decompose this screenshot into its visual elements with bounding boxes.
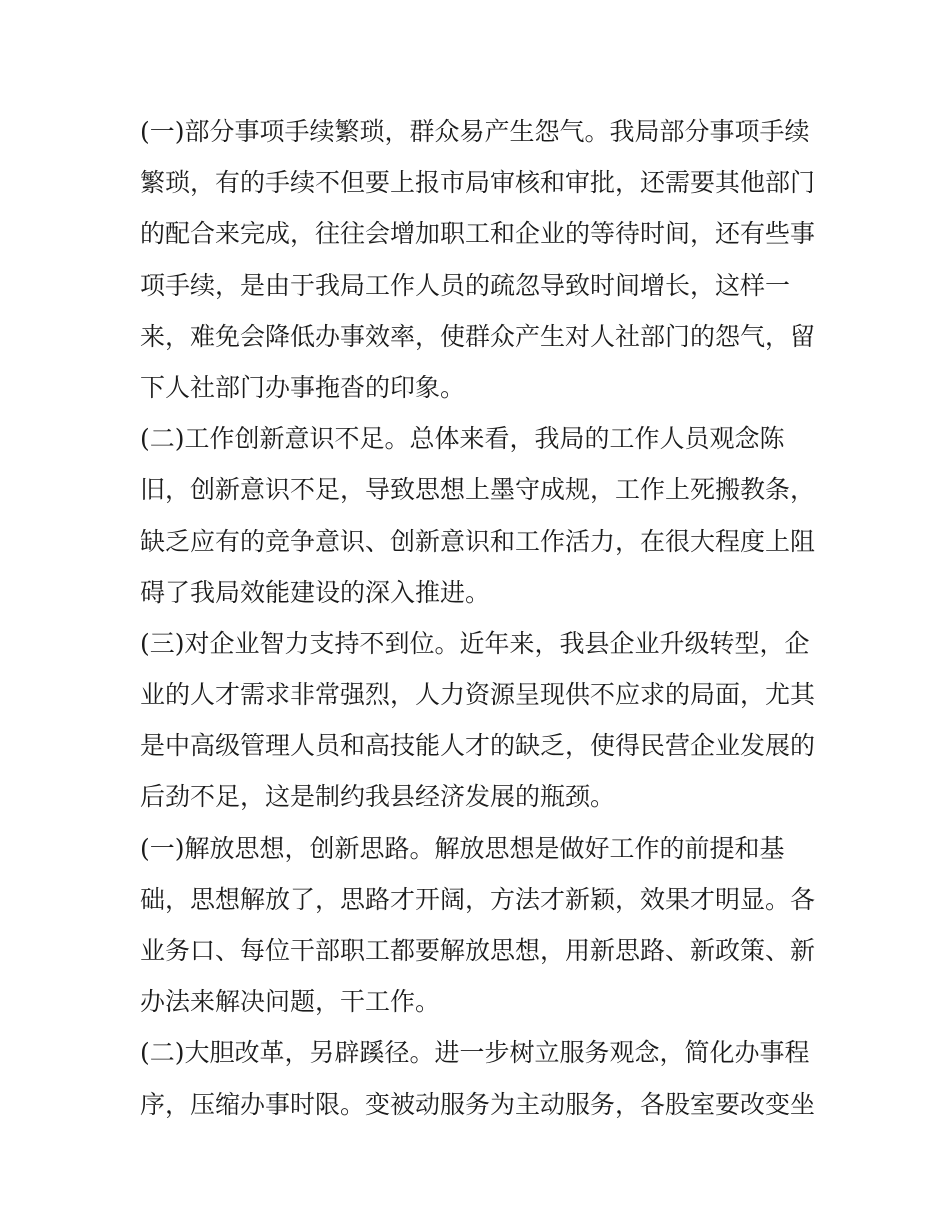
text-line: 业务口、每位干部职工都要解放思想，用新思路、新政策、新 [140,936,816,965]
text-line: 础，思想解放了，思路才开阔，方法才新颖，效果才明显。各 [140,884,816,914]
text-line: (二)工作创新意识不足。总体来看，我局的工作人员观念陈 [140,424,785,454]
text-line: (二)大胆改革，另辟蹊径。进一步树立服务观念，简化办事程 [140,1038,810,1068]
text-line: 缺乏应有的竞争意识、创新意识和工作活力，在很大程度上阻 [140,526,816,556]
text-line: 业的人才需求非常强烈，人力资源呈现供不应求的局面，尤其 [140,680,816,710]
text-line: (一)部分事项手续繁琐，群众易产生怨气。我局部分事项手续 [140,117,810,146]
text-line: 来，难免会降低办事效率，使群众产生对人社部门的怨气，留 [140,321,816,351]
text-line: 碍了我局效能建设的深入推进。 [140,577,491,607]
body-text [140,106,820,1130]
text-line: 办法来解决问题，干工作。 [140,987,441,1017]
text-line: 繁琐，有的手续不但要上报市局审核和审批，还需要其他部门 [140,168,816,198]
text-line: (三)对企业智力支持不到位。近年来，我县企业升级转型，企 [140,628,810,658]
text-line: 旧，创新意识不足，导致思想上墨守成规，工作上死搬教条， [140,475,816,505]
text-line: 下人社部门办事拖沓的印象。 [140,372,466,402]
text-line: (一)解放思想，创新思路。解放思想是做好工作的前提和基 [140,833,785,863]
text-line: 序，压缩办事时限。变被动服务为主动服务，各股室要改变坐 [140,1089,816,1119]
text-line: 是中高级管理人员和高技能人才的缺乏，使得民营企业发展的 [140,731,816,761]
text-line: 后劲不足，这是制约我县经济发展的瓶颈。 [140,782,616,812]
text-line: 的配合来完成，往往会增加职工和企业的等待时间，还有些事 [140,219,816,249]
text-line: 项手续，是由于我局工作人员的疏忽导致时间增长，这样一 [140,270,791,300]
